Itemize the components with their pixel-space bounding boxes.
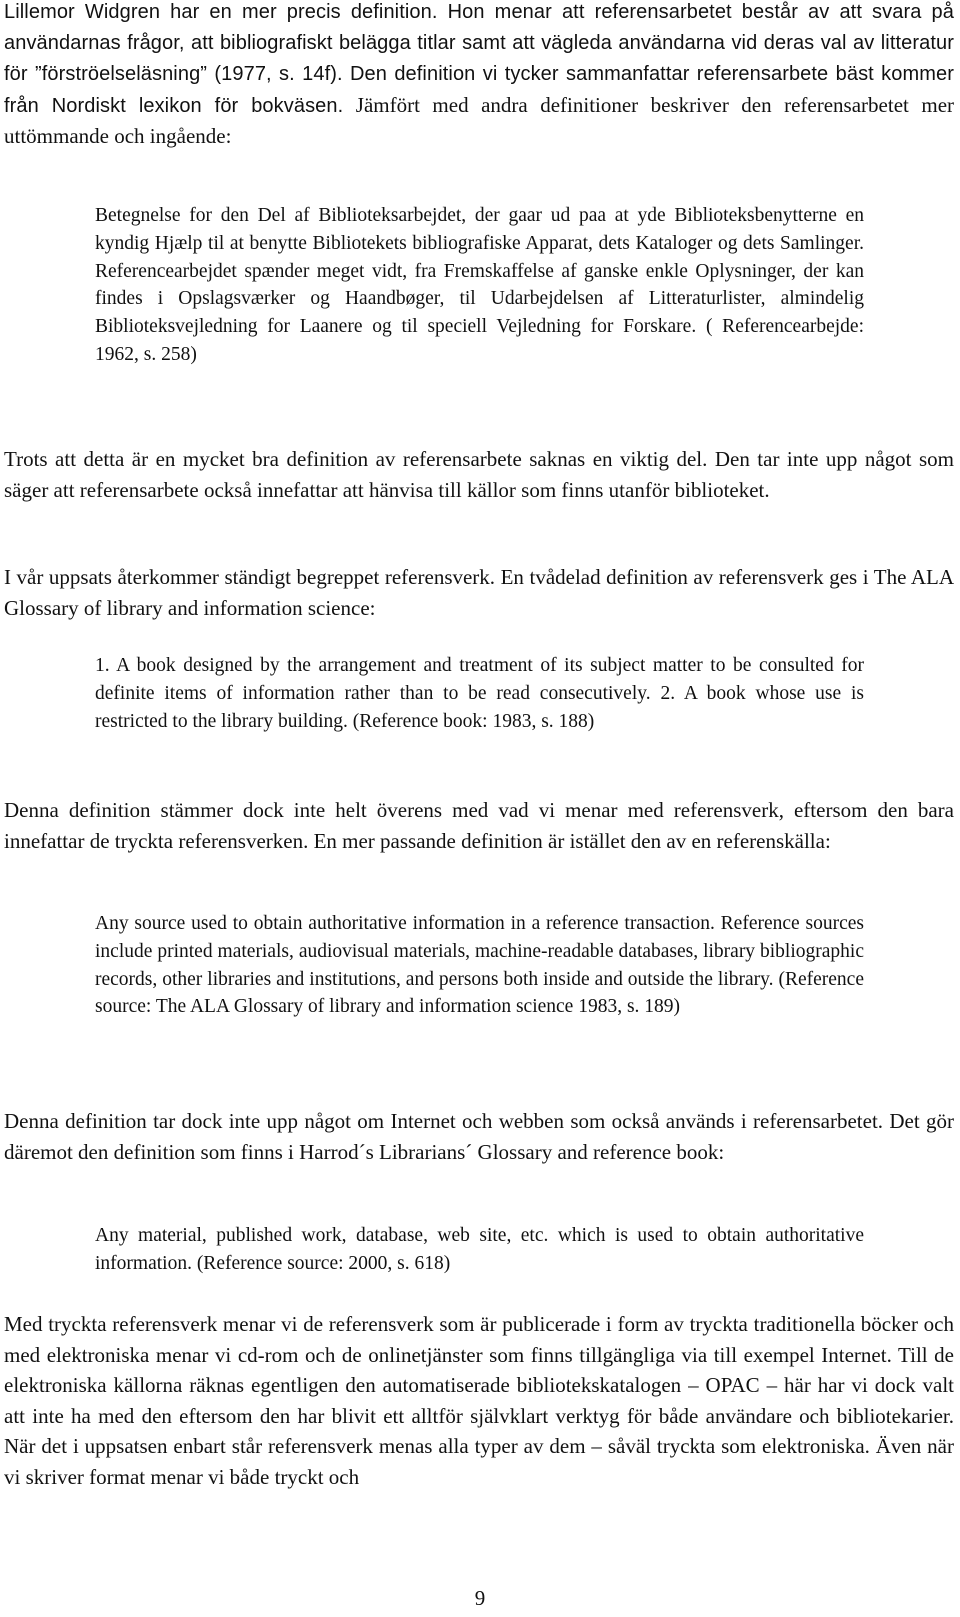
paragraph-tryckta-elektroniska: Med tryckta referensverk menar vi de referensverk som är publicerade i form av tryckta traditionella böcker och med elektroniska menar vi cd-rom och de onlinetjänster som finns tillgängliga via till exempel Internet. Till de elektroniska källorna räknas egentligen den automatiserade bibliotekskatalogen – OPAC – här har vi dock valt att inte ha med den eftersom den har blivit ett alltför självklart verktyg för både användare och bibliotekarier. När det i uppsatsen enbart står referensverk menas alla typer av dem – såväl tryckta som elektroniska. Även när vi skriver format menar vi både tryckt och <box>4 1312 954 1489</box>
block-quote-reference-book: 1. A book designed by the arrangement and treatment of its subject matter to be consulted for definite items of information rather than to be read consecutively. 2. A book whose use is restricted to the library building. (Reference book: 1983, s. 188) <box>95 655 864 732</box>
paragraph-internet: Denna definition tar dock inte upp något om Internet och webben som också används i referensarbetet. Det gör däremot den definition som finns i Harrod´s Librarians´ Glossary and reference book: <box>4 1109 954 1164</box>
block-quote-referencearbejde: Betegnelse for den Del af Biblioteksarbejdet, der gaar ud paa at yde Biblioteksbenytterne en kyndig Hjælp til at benytte Bibliotekets bibliografiske Apparat, dets Kataloger og dets Samlinger. Referencearbejdet spænder meget vidt, fra Fremskaffelse af ganske enkle Oplysninger, der kan findes i Opslagsværker og Haandbøger, til Udarbejdelsen af Litteraturlister, almindelig Biblioteksvejledning for Laanere og til speciell Vejledning for Forskare. ( Referencearbejde: 1962, s. 258) <box>95 205 864 365</box>
paragraph-referenskalla: Denna definition stämmer dock inte helt överens med vad vi menar med referensverk, eftersom den bara innefattar de tryckta referensverken. En mer passande definition är istället den av en referenskälla: <box>4 798 954 853</box>
block-quote-reference-source-ala: Any source used to obtain authoritative information in a reference transaction. Reference sources include printed materials, audiovisual materials, machine-readable databases, library bibliographic records, other libraries and institutions, and persons both inside and outside the library. (Reference source: The ALA Glossary of library and information science 1983, s. 189) <box>95 913 864 1018</box>
paragraph-missing-part: Trots att detta är en mycket bra definition av referensarbete saknas en viktig del. Den tar inte upp något som säger att referensarbete också innefattar att hänvisa till källor som finns utanför biblioteket. <box>4 447 954 502</box>
intro-sans-text: Lillemor Widgren har en mer precis definition. Hon menar att referensarbetet består av att svara på användarnas frågor, att bibliografiskt belägga titlar samt att vägleda användarna vid deras val av litteratur för ”förströelseläsning” (1977, s. 14f). Den definition vi tycker sammanfattar referensarbete bäst kommer från Nordiskt lexikon för bokväsen. <box>4 1 954 117</box>
intro-paragraph <box>0 0 960 151</box>
paragraph-referensverk: I vår uppsats återkommer ständigt begreppet referensverk. En tvådelad definition av referensverk ges i The ALA Glossary of library and information science: <box>4 565 954 620</box>
block-quote-harrods: Any material, published work, database, web site, etc. which is used to obtain authoritative information. (Reference source: 2000, s. 618) <box>95 1225 864 1274</box>
page-number: 9 <box>474 1586 486 1610</box>
intro-serif-text: Jämfört med andra definitioner beskriver den referensarbetet mer uttömmande och ingående: <box>4 92 955 148</box>
